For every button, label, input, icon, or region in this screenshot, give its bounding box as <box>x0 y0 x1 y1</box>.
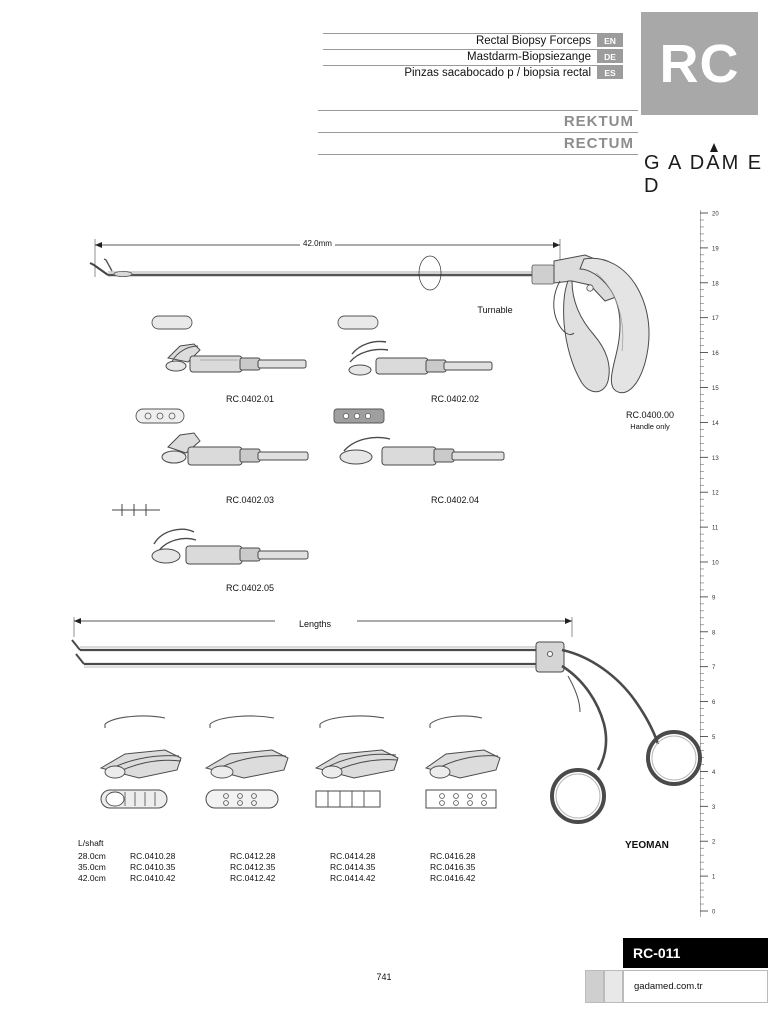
brand-arrow-icon: A <box>706 152 722 174</box>
bottom-jaw-figure-3 <box>310 712 430 822</box>
svg-text:5: 5 <box>712 735 716 741</box>
handle-code-label: RC.0400.00 <box>625 410 675 420</box>
section-title-en: RECTUM <box>563 135 634 152</box>
language-titles <box>283 33 623 81</box>
lang-tag-de: DE <box>597 50 623 63</box>
title-en: Rectal Biopsy Forceps <box>475 34 591 47</box>
svg-text:2: 2 <box>712 839 716 846</box>
title-es: Pinzas sacabocado p / biopsia rectal <box>404 66 591 79</box>
code-0414-35: RC.0414.35 <box>330 862 376 872</box>
svg-text:11: 11 <box>712 525 719 532</box>
jaw-code-03: RC.0402.03 <box>225 495 275 505</box>
length-42: 42.0cm <box>78 873 106 883</box>
svg-text:4: 4 <box>712 769 716 776</box>
svg-text:3: 3 <box>712 804 716 811</box>
code-0416-42: RC.0416.42 <box>430 873 476 883</box>
code-0412-28: RC.0412.28 <box>230 851 276 861</box>
section-titles <box>318 110 638 155</box>
language-row <box>283 66 623 79</box>
lengths-label: Lengths <box>275 619 355 629</box>
length-35: 35.0cm <box>78 862 106 872</box>
table-row-header: L/shaft <box>78 838 104 848</box>
code-0416-35: RC.0416.35 <box>430 862 476 872</box>
footer-block <box>585 938 768 1003</box>
jaw-figure-04 <box>320 405 550 495</box>
table-row <box>78 873 530 884</box>
footer-page-code: RC-011 <box>623 938 768 968</box>
svg-text:13: 13 <box>712 455 719 462</box>
section-code-text: RC <box>659 33 740 94</box>
svg-text:15: 15 <box>712 386 719 392</box>
bottom-jaw-figure-2 <box>200 712 320 822</box>
code-0414-42: RC.0414.42 <box>330 873 376 883</box>
jaw-figure-02 <box>330 310 550 400</box>
bottom-jaw-figure-1 <box>95 712 215 822</box>
code-0414-28: RC.0414.28 <box>330 851 376 861</box>
lang-tag-es: ES <box>597 66 623 79</box>
footer-square-1 <box>585 970 604 1003</box>
code-0410-35: RC.0410.35 <box>130 862 176 872</box>
table-row <box>78 862 530 873</box>
title-de: Mastdarm-Biopsiezange <box>466 50 591 63</box>
svg-text:6: 6 <box>712 700 716 707</box>
code-0412-35: RC.0412.35 <box>230 862 276 872</box>
lang-tag-en: EN <box>597 34 623 47</box>
language-row <box>283 34 623 47</box>
svg-text:0: 0 <box>712 909 716 916</box>
jaw-code-02: RC.0402.02 <box>430 394 480 404</box>
jaw-code-05: RC.0402.05 <box>225 583 275 593</box>
dimension-label: 42.0mm <box>300 239 335 248</box>
svg-text:20: 20 <box>712 211 719 218</box>
code-0410-28: RC.0410.28 <box>130 851 176 861</box>
handle-only-note: Handle only <box>630 422 670 431</box>
page-number: 741 <box>376 972 392 982</box>
product-code-table <box>78 838 530 884</box>
section-title-de: REKTUM <box>563 113 634 130</box>
svg-text:19: 19 <box>712 246 719 253</box>
table-row <box>78 851 530 862</box>
svg-text:17: 17 <box>712 316 719 323</box>
brand-text-part2: M E D <box>644 152 764 197</box>
svg-text:16: 16 <box>712 351 719 358</box>
yeoman-label: YEOMAN <box>625 840 669 851</box>
jaw-code-04: RC.0402.04 <box>430 495 480 505</box>
footer-website[interactable]: gadamed.com.tr <box>623 970 768 1003</box>
jaw-figure-05 <box>100 498 330 588</box>
jaw-code-01: RC.0402.01 <box>225 394 275 404</box>
code-0410-42: RC.0410.42 <box>130 873 176 883</box>
svg-text:1: 1 <box>712 874 716 881</box>
code-0416-28: RC.0416.28 <box>430 851 476 861</box>
jaw-figure-03 <box>120 405 350 495</box>
footer-square-2 <box>604 970 623 1003</box>
turnable-label: Turnable <box>477 305 513 315</box>
language-row <box>283 50 623 63</box>
svg-text:7: 7 <box>712 665 716 672</box>
jaw-figure-01 <box>140 310 360 400</box>
svg-text:10: 10 <box>712 560 719 567</box>
brand-logo <box>644 152 768 198</box>
brand-text-part1: G A D <box>644 152 707 174</box>
section-code-badge <box>641 12 758 115</box>
code-0412-42: RC.0412.42 <box>230 873 276 883</box>
svg-text:14: 14 <box>712 420 719 427</box>
bottom-jaw-figure-4 <box>420 712 540 822</box>
divider <box>318 154 638 155</box>
svg-text:18: 18 <box>712 281 719 288</box>
svg-text:8: 8 <box>712 630 716 637</box>
length-28: 28.0cm <box>78 851 106 861</box>
svg-text:9: 9 <box>712 595 716 602</box>
svg-text:12: 12 <box>712 490 719 497</box>
